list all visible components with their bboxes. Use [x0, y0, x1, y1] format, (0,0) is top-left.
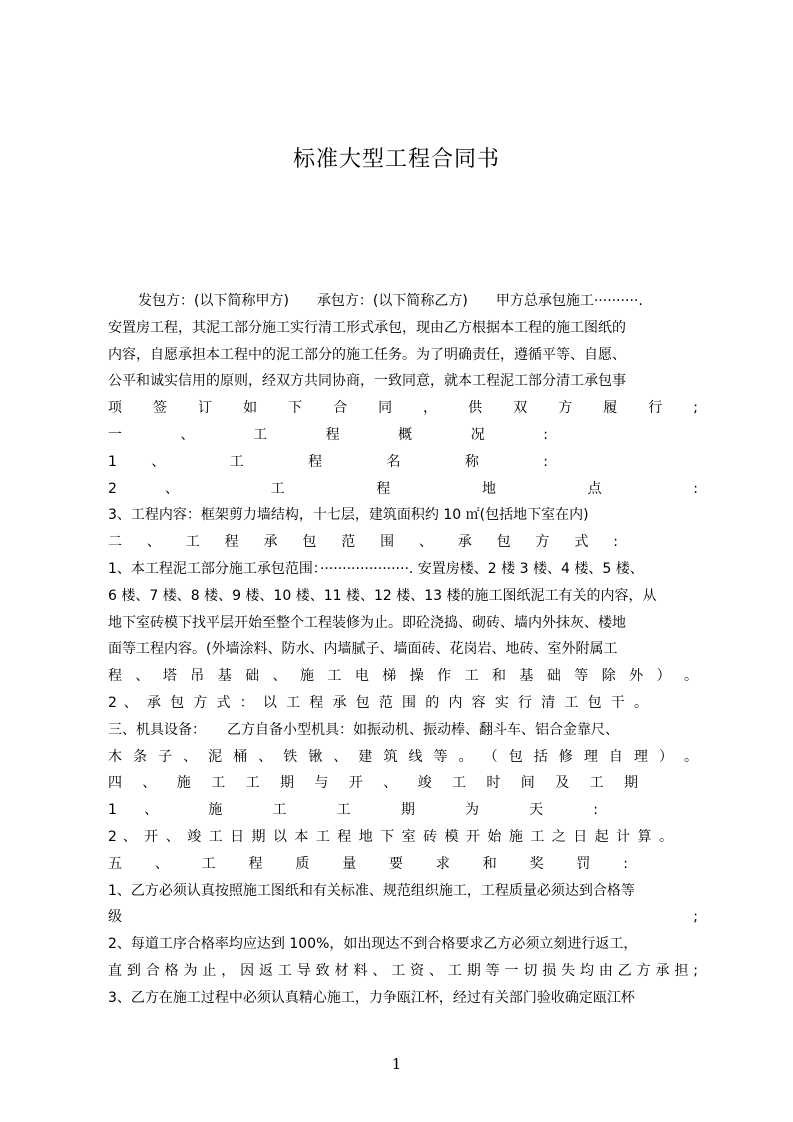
section-heading: 四 、 施 工 工 期 与 开 、 竣 工 时 间 及 工 期 [108, 775, 638, 792]
page-number: 1 [391, 1055, 402, 1073]
text-line: 1、乙方必须认真按照施工图纸和有关标准、规范组织施工，工程质量必须达到合格等 [108, 882, 635, 899]
text-line: 程 、 塔 吊 基 础 、 施 工 电 梯 操 作 工 和 基 础 等 除 外 ） 。 [108, 668, 698, 685]
text-line: 直 到 合 格 为 止 ， 因 返 工 导 致 材 料 、 工 资 、 工 期 等 一 切 损 失 均 由 乙 方 承 担 ; [108, 962, 698, 979]
contract-body [108, 288, 698, 1012]
section-heading: 一 、 工 程 概 况 : [108, 426, 548, 443]
text-line: 3、乙方在施工过程中必须认真精心施工，力争瓯江杯，经过有关部门验收确定瓯江杯 [108, 989, 635, 1006]
text-line: 安置房工程，其泥工部分施工实行清工形式承包，现由乙方根据本工程的施工图纸的 [108, 319, 626, 336]
text-line: 2 、 承 包 方 式 ： 以 工 程 承 包 范 围 的 内 容 实 行 清 工 包 干 。 [108, 694, 648, 711]
text-line: 级 ; [108, 909, 698, 926]
text-line: 6 楼、7 楼、8 楼、9 楼、10 楼、11 楼、12 楼、13 楼的施工图纸泥工有关的内容，从 [108, 587, 657, 604]
text-line: 内容，自愿承担本工程中的泥工部分的施工任务。为了明确责任，遵循平等、自愿、 [108, 346, 626, 363]
section-heading: 二 、 工 程 承 包 范 围 、 承 包 方 式 : [108, 534, 618, 551]
text-line: 1、本工程泥工部分施工承包范围：····················. 安置房楼、2 楼 3 楼、4 楼、5 楼、 [108, 560, 644, 577]
text-line: 2、每道工序合格率均应达到 100%，如出现达不到合格要求乙方必须立刻进行返工， [108, 936, 638, 953]
text-line: 1 、 施 工 工 期 为 天 : [108, 802, 598, 819]
text-line: 地下室砖模下找平层开始至整个工程装修为止。即砼浇捣、砌砖、墙内外抹灰、楼地 [108, 614, 626, 631]
text-line: 2 、 开 、 竣 工 日 期 以 本 工 程 地 下 室 砖 模 开 始 施 工 之 日 起 计 算 。 [108, 828, 673, 845]
section-heading: 三、机具设备： 乙方自备小型机具：如振动机、振动棒、翻斗车、铝合金靠尺、 [108, 721, 619, 738]
document-title: 标准大型工程合同书 [292, 147, 500, 172]
text-line: 发包方：(以下简称甲方) 承包方：(以下简称乙方) 甲方总承包施工··········. [138, 293, 643, 309]
text-line: 面等工程内容。(外墙涂料、防水、内墙腻子、墙面砖、花岗岩、地砖、室外附属工 [108, 641, 618, 658]
text-line: 木 条 子 、 泥 桶 、 铁 锹 、 建 筑 线 等 。 （ 包 括 修 理 自 理 ） 。 [108, 748, 698, 765]
section-heading: 五 、 工 程 质 量 要 求 和 奖 罚 : [108, 855, 628, 872]
text-line: 2 、 工 程 地 点 : [108, 480, 698, 497]
text-line: 项 签 订 如 下 合 同 ， 供 双 方 履 行 ; [108, 400, 698, 417]
text-line: 公平和诚实信用的原则，经双方共同协商，一致同意，就本工程泥工部分清工承包事 [108, 373, 626, 390]
text-line: 3、工程内容：框架剪力墙结构，十七层，建筑面积约 10 ㎡(包括地下室在内) [108, 507, 589, 524]
text-line: 1 、 工 程 名 称 : [108, 453, 548, 470]
